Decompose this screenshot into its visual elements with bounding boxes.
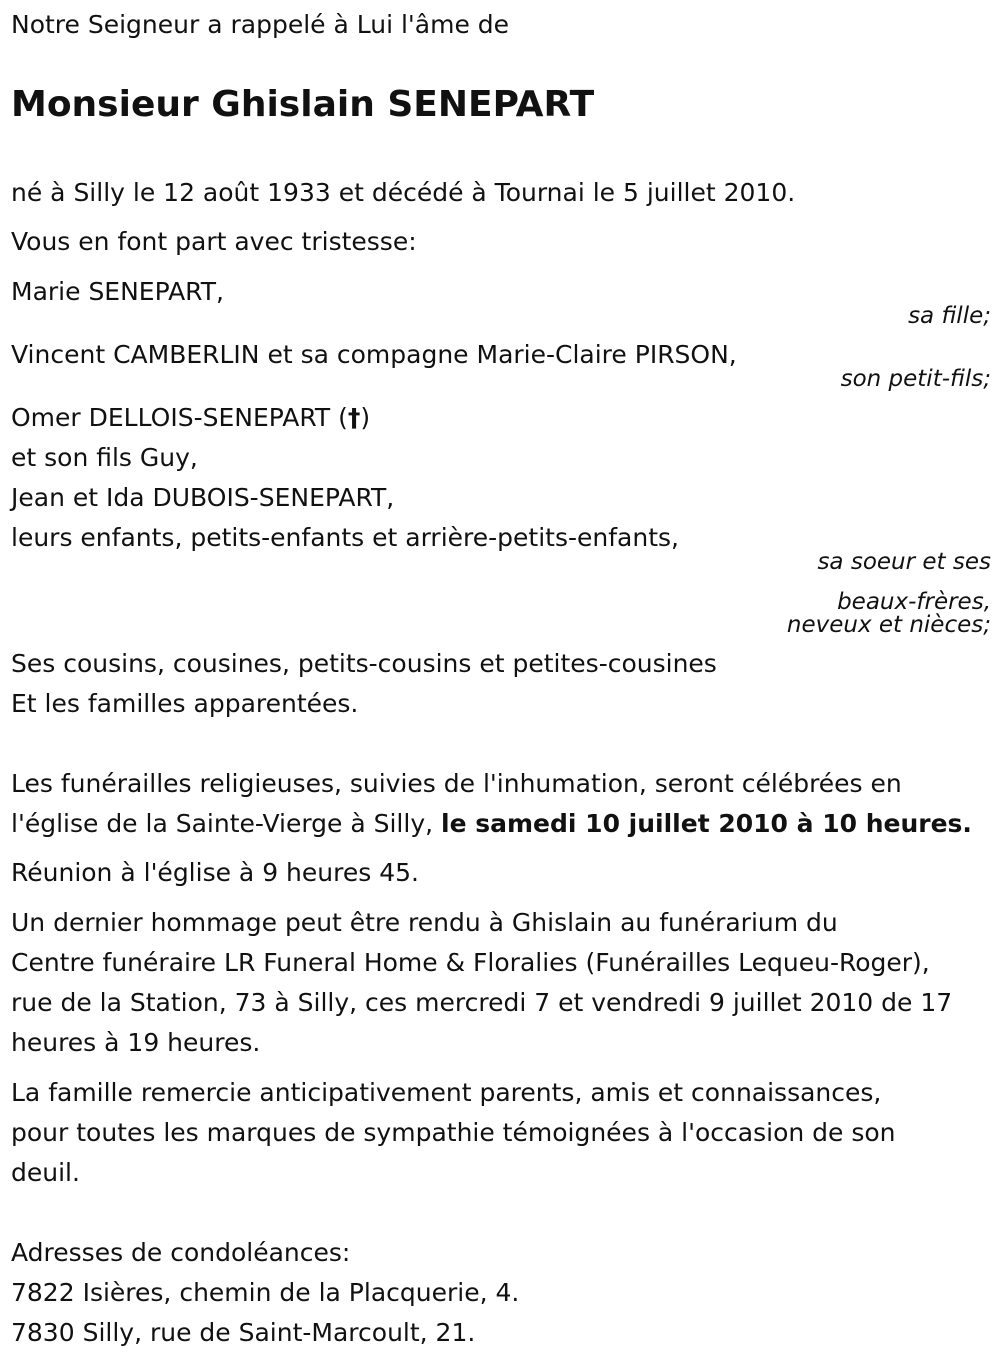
funeral-date-time: le samedi 10 juillet 2010 à 10 heures. — [441, 809, 972, 838]
family-sister-line-1 — [11, 398, 370, 438]
family-sister-line-3: Jean et Ida DUBOIS-SENEPART, — [11, 483, 395, 512]
cross-icon: † — [347, 403, 361, 432]
family-sister-role-3: neveux et nièces; — [786, 612, 991, 638]
addresses-heading: Adresses de condoléances: — [11, 1238, 351, 1267]
family-related: Et les familles apparentées. — [11, 689, 359, 718]
thanks-line-2: pour toutes les marques de sympathie témoignées à l'occasion de son — [11, 1118, 896, 1147]
funeral-church: l'église de la Sainte-Vierge à Silly, — [11, 809, 442, 838]
birth-death-text: né à Silly le 12 août 1933 et décédé à Tournai le 5 juillet 2010. — [11, 178, 796, 207]
family-daughter-role: sa fille; — [908, 303, 991, 329]
family-grandson: Vincent CAMBERLIN et sa compagne Marie-Claire PIRSON, — [11, 340, 737, 369]
family-sister-line-2: et son fils Guy, — [11, 443, 198, 472]
funeral-line-2 — [11, 804, 972, 844]
homage-line-3: rue de la Station, 73 à Silly, ces mercredi 7 et vendredi 9 juillet 2010 de 17 — [11, 988, 953, 1017]
funeral-meeting: Réunion à l'église à 9 heures 45. — [11, 858, 419, 887]
homage-line-4: heures à 19 heures. — [11, 1028, 261, 1057]
family-sister-role-2: beaux-frères, — [837, 589, 991, 615]
family-sister-role-1: sa soeur et ses — [817, 549, 991, 575]
address-2: 7830 Silly, rue de Saint-Marcoult, 21. — [11, 1318, 476, 1347]
address-1: 7822 Isières, chemin de la Placquerie, 4. — [11, 1278, 520, 1307]
family-grandson-role: son petit-fils; — [840, 366, 991, 392]
family-daughter: Marie SENEPART, — [11, 277, 224, 306]
deceased-name: Monsieur Ghislain SENEPART — [11, 84, 595, 125]
thanks-line-3: deuil. — [11, 1158, 80, 1187]
homage-line-1: Un dernier hommage peut être rendu à Ghislain au funérarium du — [11, 908, 838, 937]
family-sister-line-4: leurs enfants, petits-enfants et arrière-petits-enfants, — [11, 523, 679, 552]
funeral-line-1: Les funérailles religieuses, suivies de l'inhumation, seront célébrées en — [11, 769, 902, 798]
intro-text: Notre Seigneur a rappelé à Lui l'âme de — [11, 10, 510, 39]
thanks-line-1: La famille remercie anticipativement parents, amis et connaissances, — [11, 1078, 882, 1107]
family-cousins: Ses cousins, cousines, petits-cousins et petites-cousines — [11, 649, 717, 678]
family-sister-name: Omer DELLOIS-SENEPART ( — [11, 403, 348, 432]
homage-line-2: Centre funéraire LR Funeral Home & Floralies (Funérailles Lequeu-Roger), — [11, 948, 930, 977]
announce-text: Vous en font part avec tristesse: — [11, 227, 417, 256]
family-sister-name-end: ) — [360, 403, 371, 432]
